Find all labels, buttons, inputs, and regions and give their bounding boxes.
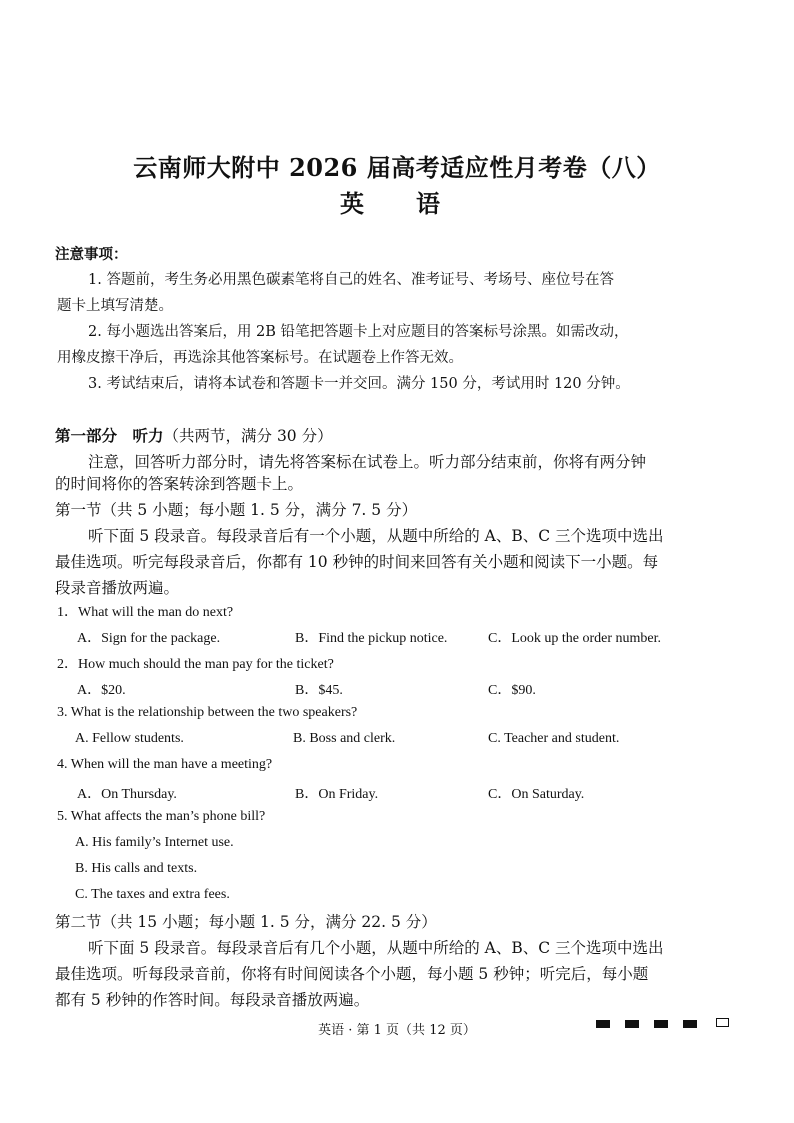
section2-intro-line: 最佳选项。听每段录音前，你将有时间阅读各个小题，每小题 5 秒钟；听完后，每小题 (55, 965, 649, 983)
option-b: B. His calls and texts. (75, 861, 198, 876)
option-b: B．On Friday. (295, 787, 379, 802)
alignment-mark (596, 1020, 610, 1028)
option-a: A．On Thursday. (77, 787, 177, 802)
part1-intro-line: 的时间将你的答案转涂到答题卡上。 (55, 475, 304, 493)
option-a: A．$20. (77, 683, 126, 698)
alignment-mark (625, 1020, 639, 1028)
question-stem: 5. What affects the man’s phone bill? (57, 809, 266, 824)
option-c: C．Look up the order number. (488, 631, 662, 646)
section2-intro-line: 都有 5 秒钟的作答时间。每段录音播放两遍。 (55, 991, 370, 1009)
note-line: 用橡皮擦干净后，再选涂其他答案标号。在试题卷上作答无效。 (57, 350, 463, 366)
note-line: 1. 答题前，考生务必用黑色碳素笔将自己的姓名、准考证号、考场号、座位号在答 (88, 272, 614, 288)
note-line: 题卡上填写清楚。 (57, 298, 173, 314)
section1-intro-line: 最佳选项。听完每段录音后，你都有 10 秒钟的时间来回答有关小题和阅读下一小题。每 (55, 553, 659, 571)
section1-intro-line: 段录音播放两遍。 (55, 579, 180, 597)
part1-heading (55, 424, 333, 446)
question-stem: 1．What will the man do next? (57, 605, 234, 620)
section2-intro-line: 听下面 5 段录音。每段录音后有几个小题，从题中所给的 A、B、C 三个选项中选出 (88, 939, 664, 957)
exam-title: 云南师大附中 2026 届高考适应性月考卷（八） (133, 153, 661, 182)
option-b: B. Boss and clerk. (293, 731, 396, 746)
part1-title: 第一部分 听力 (55, 427, 164, 445)
subject-title: 英 语 (340, 189, 454, 218)
option-b: B．Find the pickup notice. (295, 631, 448, 646)
option-c: C．On Saturday. (488, 787, 585, 802)
note-line: 2. 每小题选出答案后，用 2B 铅笔把答题卡上对应题目的答案标号涂黑。如需改动， (88, 324, 629, 340)
notes-heading: 注意事项： (55, 247, 128, 263)
section2-heading: 第二节（共 15 小题；每小题 1. 5 分，满分 22. 5 分） (55, 913, 437, 931)
part1-intro-line: 注意，回答听力部分时，请先将答案标在试卷上。听力部分结束前，你将有两分钟 (88, 453, 647, 471)
note-line: 3. 考试结束后，请将本试卷和答题卡一并交回。满分 150 分，考试用时 120 分钟。 (88, 376, 630, 392)
part1-note: （共两节，满分 30 分） (163, 427, 333, 445)
option-b: B．$45. (295, 683, 343, 698)
option-c: C. Teacher and student. (488, 731, 620, 746)
option-a: A．Sign for the package. (77, 631, 221, 646)
option-a: A. Fellow students. (75, 731, 184, 746)
alignment-mark (683, 1020, 697, 1028)
page-footer: 英语 · 第 1 页（共 12 页） (318, 1023, 476, 1038)
question-stem: 2．How much should the man pay for the ticket? (57, 657, 334, 672)
section1-heading: 第一节（共 5 小题；每小题 1. 5 分，满分 7. 5 分） (55, 501, 418, 519)
question-stem: 3. What is the relationship between the two speakers? (57, 705, 358, 720)
alignment-mark-hollow (716, 1018, 729, 1027)
alignment-mark (654, 1020, 668, 1028)
option-c: C. The taxes and extra fees. (75, 887, 230, 902)
option-c: C．$90. (488, 683, 536, 698)
option-a: A. His family’s Internet use. (75, 835, 234, 850)
question-stem: 4. When will the man have a meeting? (57, 757, 273, 772)
section1-intro-line: 听下面 5 段录音。每段录音后有一个小题，从题中所给的 A、B、C 三个选项中选出 (88, 527, 664, 545)
